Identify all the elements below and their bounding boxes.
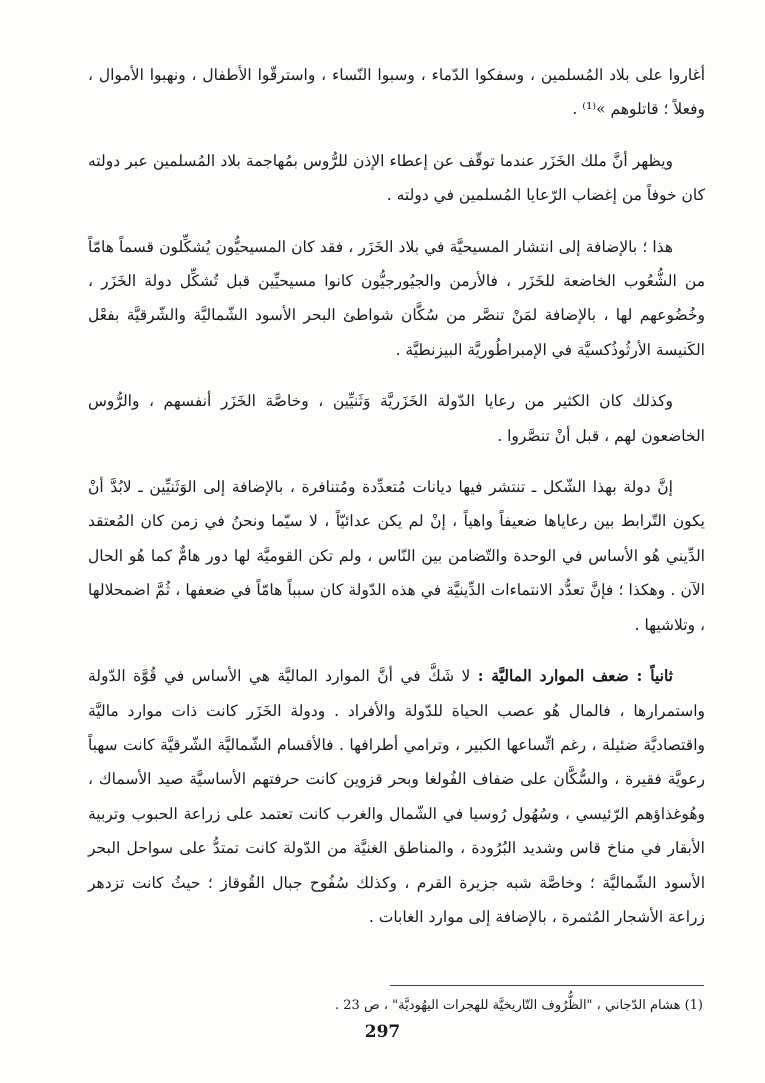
paragraph-text: أغاروا على بلاد المُسلمين ، وسفكوا الدّماء ، وسبوا النّساء ، واسترقّوا الأطفال ، ونهبوا الأموال ، وفعلاً ؛ قاتلوهم »⁽¹⁾ .: [88, 66, 705, 119]
paragraph: [88, 470, 705, 642]
page-number: 297: [364, 1022, 401, 1042]
paragraph: [88, 58, 705, 127]
paragraph-text: إنَّ دولة بهذا الشّكل ـ تنتشر فيها ديانات مُتعدِّدة ومُتنافرة ، بالإضافة إلى الوَثَنيِّين ـ لابُدَّ أنْ يكون التّرابط بين رعاياها ضعيفاً واهياً ، إنْ لم يكن عدائيّاً ، لا سيّما ونحنُ في زمن كان المُعتقد الدِّيني هُو الأساس في الوحدة والتّضامن بين النّاس ، ولم تكن القوميَّة لها دور هامٌّ كما هُو الحال الآن . وهكذا ؛ فإنَّ تعدُّد الانتماءات الدِّينيَّة في هذه الدّولة كان سبباً هامّاً في ضعفها ، ثُمَّ اضمحلالها ، وتلاشيها .: [88, 478, 705, 634]
footnote-divider: [390, 985, 704, 986]
paragraph: [88, 230, 705, 368]
paragraph-text: وكذلك كان الكثير من رعايا الدّولة الخَزَريَّة وَثَنيِّين ، وخاصَّة الخَزَر أنفسهم ، والرُّوس الخاضعون لهم ، قبل أنْ تنصَّروا .: [88, 392, 705, 445]
section-heading: ثانياً : ضعف الموارد الماليَّة :: [477, 666, 673, 686]
paragraph-text: ويظهر أنَّ ملك الخَزَر عندما توقّف عن إعطاء الإذن للرُّوس بمُهاجمة بلاد المُسلمين عبر دولته كان خوفاً من إغضاب الرّعايا المُسلمين في دولته .: [88, 151, 705, 205]
paragraph-text: لا شَكَّ في أنَّ الموارد الماليَّة هي الأساس في قُوَّة الدّولة واستمرارها ، فالمال هُو عصب الحياة للدّولة والأفراد . ودولة الخَزَر كانت ذات موارد ماليَّة واقتصاديَّة ضئيلة ، رغم اتِّساعها الكبير ، وترامي أطرافها . فالأقسام الشّماليَّة الشّرقيَّة كانت سهباً رعويَّة فقيرة ، والسُّكَّان على ضفاف الفُولغا وبحر قزوين كانت حرفتهم الأساسيَّة صيد الأسماك ، وهُوغذاؤهم الرّئيسي ، وسُهُول رُوسيا في الشّمال والغرب كانت تعتمد على زراعة الحبوب وتربية الأبقار في مناخ قاس وشديد البُرُودة ، والمناطق الغنيَّة من الدّولة كانت تمتدُّ على سواحل البحر الأسود الشّماليَّة ؛ وخاصَّة شبه جزيرة القرم ، وكذلك سُفُوح جبال القُوقاز ؛ حيثُ كانت تزدهر زراعة الأشجار المُثمرة ، بالإضافة إلى موارد الغابات .: [88, 667, 705, 926]
paragraph: [88, 144, 705, 213]
footnote: (1) هشام الدّجاني ، "الظُّرُوف التّاريخيَّة للهجرات اليهُوديَّة" ، ص 23 .: [335, 998, 703, 1013]
paragraph: [88, 659, 705, 934]
paragraph-text: هذا ؛ بالإضافة إلى انتشار المسيحيَّة في بلاد الخَزَر ، فقد كان المسيحيُّون يُشكِّلون قسماً هامّاً من الشُّعُوب الخاضعة للخَزَر ، فالأرمن والجيُورجيُّون كانوا مسيحيِّين قبل تُشكِّل دولة الخَزَر ، وخُضُوعهم لها ، بالإضافة لمَنْ تنصَّر من سُكَّان شواطئ البحر الأسود الشّماليَّة والشّرقيَّة بفعْل الكَنيسة الأرثُوذُكسيَّة في الإمبراطُوريَّة البيزنطيَّة .: [88, 237, 705, 359]
body-text: [88, 58, 705, 951]
paragraph: [88, 384, 705, 453]
